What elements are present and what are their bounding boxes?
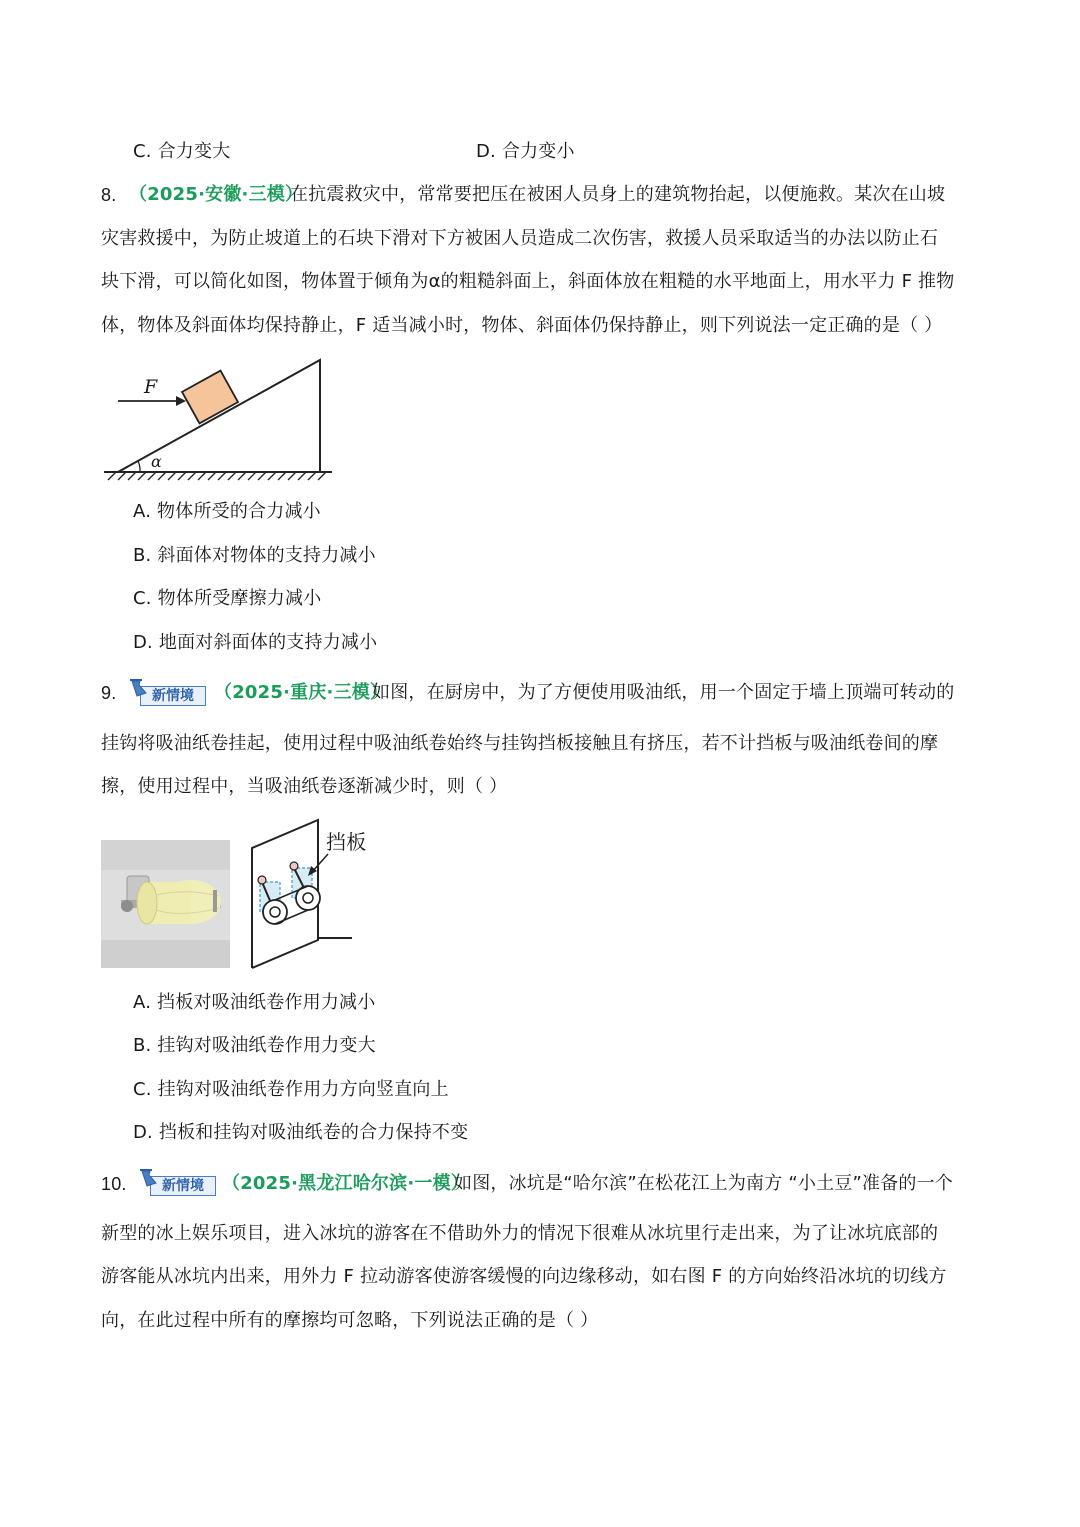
q8-force-label: F [144, 376, 158, 398]
q10-number: 10. [101, 1174, 127, 1194]
q10-new-scenario-badge [136, 1168, 220, 1198]
q8-option-c: C. 物体所受摩擦力减小 [133, 588, 322, 609]
q8-source: （2025·安徽·三模） [129, 184, 304, 205]
q8-line-1: 在抗震救灾中，常常要把压在被困人员身上的建筑物抬起，以便施救。某次在山坡 [290, 184, 946, 205]
q9-option-d: D. 挡板和挂钩对吸油纸卷的合力保持不变 [133, 1122, 469, 1143]
flask-icon [136, 1168, 166, 1190]
q8-number: 8. [101, 185, 117, 205]
q9-option-a: A. 挡板对吸油纸卷作用力减小 [133, 992, 376, 1013]
q8-incline-figure [100, 350, 340, 485]
q9-badge-label: 新情境 [152, 688, 194, 704]
q10-line-3: 游客能从冰坑内出来，用外力 F 拉动游客使游客缓慢的向边缘移动，如右图 F 的方向始终沿冰坑的切线方 [101, 1266, 947, 1287]
q10-source: （2025·黑龙江哈尔滨·一模） [222, 1173, 469, 1194]
q9-option-c: C. 挂钩对吸油纸卷作用力方向竖直向上 [133, 1079, 449, 1100]
q9-number: 9. [101, 683, 117, 703]
q9-source: （2025·重庆·三模） [214, 682, 389, 703]
q8-option-a: A. 物体所受的合力减小 [133, 501, 321, 522]
q8-option-b: B. 斜面体对物体的支持力减小 [133, 545, 376, 566]
q9-new-scenario-badge [126, 678, 210, 708]
q10-line-2: 新型的冰上娱乐项目，进入冰坑的游客在不借助外力的情况下很难从冰坑里行走出来，为了让冰坑底部的 [101, 1223, 939, 1244]
q9-line-1: 如图，在厨房中，为了方便使用吸油纸，用一个固定于墙上顶端可转动的 [372, 682, 955, 703]
q8-line-2: 灾害救援中，为防止坡道上的石块下滑对下方被困人员造成二次伤害，救援人员采取适当的办法以防止石 [101, 228, 939, 249]
q10-line-1: 如图，冰坑是“哈尔滨”在松花江上为南方 “小土豆”准备的一个 [454, 1173, 954, 1194]
option-c-prev: C. 合力变大 [133, 141, 231, 162]
q9-line-2: 挂钩将吸油纸卷挂起，使用过程中吸油纸卷始终与挂钩挡板接触且有挤压，若不计挡板与吸油纸卷间的摩 [101, 733, 939, 754]
q8-line-3: 块下滑，可以简化如图，物体置于倾角为α的粗糙斜面上，斜面体放在粗糙的水平地面上，用水平力 F 推物 [101, 271, 955, 292]
option-d-prev: D. 合力变小 [476, 141, 575, 162]
q8-option-d: D. 地面对斜面体的支持力减小 [133, 632, 378, 653]
q9-line-3: 擦，使用过程中，当吸油纸卷逐渐减少时，则（ ） [101, 776, 508, 797]
q9-option-b: B. 挂钩对吸油纸卷作用力变大 [133, 1035, 376, 1056]
q8-angle-label: α [151, 452, 163, 471]
q10-line-4: 向，在此过程中所有的摩擦均可忽略，下列说法正确的是（ ） [101, 1310, 599, 1331]
q9-paper-roll-photo [101, 840, 230, 968]
q9-baffle-label: 挡板 [326, 830, 367, 854]
q10-badge-label: 新情境 [162, 1178, 204, 1194]
flask-icon [126, 678, 156, 700]
q8-line-4: 体，物体及斜面体均保持静止，F 适当减小时，物体、斜面体仍保持静止，则下列说法一定正确的是（ ） [101, 315, 943, 336]
